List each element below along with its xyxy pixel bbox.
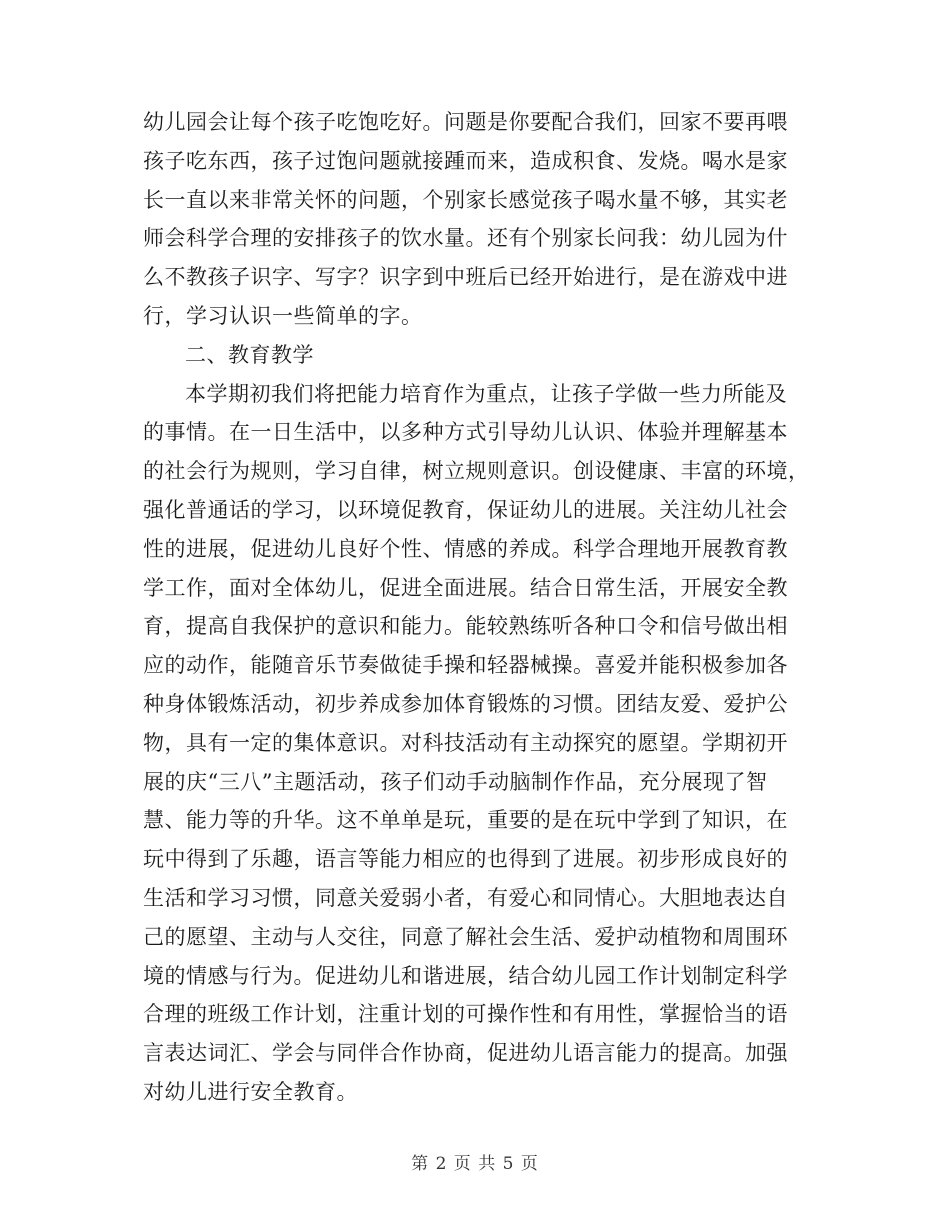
text-line: 学工作，面对全体幼儿，促进全面进展。结合日常生活，开展安全教	[143, 575, 788, 600]
text-line: 应的动作，能随音乐节奏做徒手操和轻器械操。喜爱并能积极参加各	[143, 653, 788, 678]
page-number-footer: 第 2 页 共 5 页	[411, 1154, 539, 1174]
text-line: 孩子吃东西，孩子过饱问题就接踵而来，造成积食、发烧。喝水是家	[143, 148, 788, 173]
text-line: 行，学习认识一些简单的字。	[143, 303, 423, 328]
text-line: 的事情。在一日生活中，以多种方式引导幼儿认识、体验并理解基本	[143, 420, 788, 445]
text-line: 幼儿园会让每个孩子吃饱吃好。问题是你要配合我们，回家不要再喂	[143, 110, 788, 134]
text-line: 合理的班级工作计划，注重计划的可操作性和有用性，掌握恰当的语	[143, 1002, 788, 1027]
text-line: 境的情感与行为。促进幼儿和谐进展，结合幼儿园工作计划制定科学	[143, 963, 788, 988]
text-line: 展的庆“三八”主题活动，孩子们动手动脑制作作品，充分展现了智	[143, 769, 768, 794]
text-line: 生活和学习习惯，同意关爱弱小者，有爱心和同情心。大胆地表达自	[143, 885, 788, 910]
text-line: 育，提高自我保护的意识和能力。能较熟练听各种口令和信号做出相	[143, 614, 788, 639]
text-line: 本学期初我们将把能力培育作为重点，让孩子学做一些力所能及	[185, 381, 787, 406]
text-line: 对幼儿进行安全教育。	[143, 1079, 358, 1104]
text-line: 言表达词汇、学会与同伴合作协商，促进幼儿语言能力的提高。加强	[143, 1041, 788, 1066]
section-heading: 二、教育教学	[185, 342, 314, 367]
text-line: 性的进展，促进幼儿良好个性、情感的养成。科学合理地开展教育教	[143, 536, 788, 561]
text-line: 物，具有一定的集体意识。对科技活动有主动探究的愿望。学期初开	[143, 730, 788, 755]
text-line: 师会科学合理的安排孩子的饮水量。还有个别家长问我：幼儿园为什	[143, 226, 788, 251]
text-line: 强化普通话的学习，以环境促教育，保证幼儿的进展。关注幼儿社会	[143, 497, 788, 522]
text-line: 种身体锻炼活动，初步养成参加体育锻炼的习惯。团结友爱、爱护公	[143, 691, 788, 716]
text-line: 的社会行为规则，学习自律，树立规则意识。创设健康、丰富的环境，	[143, 459, 810, 484]
text-line: 长一直以来非常关怀的问题，个别家长感觉孩子喝水量不够，其实老	[143, 187, 788, 212]
document-body	[143, 103, 808, 1112]
text-line: 己的愿望、主动与人交往，同意了解社会生活、爱护动植物和周围环	[143, 924, 788, 949]
text-line: 慧、能力等的升华。这不单单是玩，重要的是在玩中学到了知识，在	[143, 808, 788, 833]
text-line: 么不教孩子识字、写字？识字到中班后已经开始进行，是在游戏中进	[143, 265, 788, 290]
text-line: 玩中得到了乐趣，语言等能力相应的也得到了进展。初步形成良好的	[143, 847, 788, 872]
